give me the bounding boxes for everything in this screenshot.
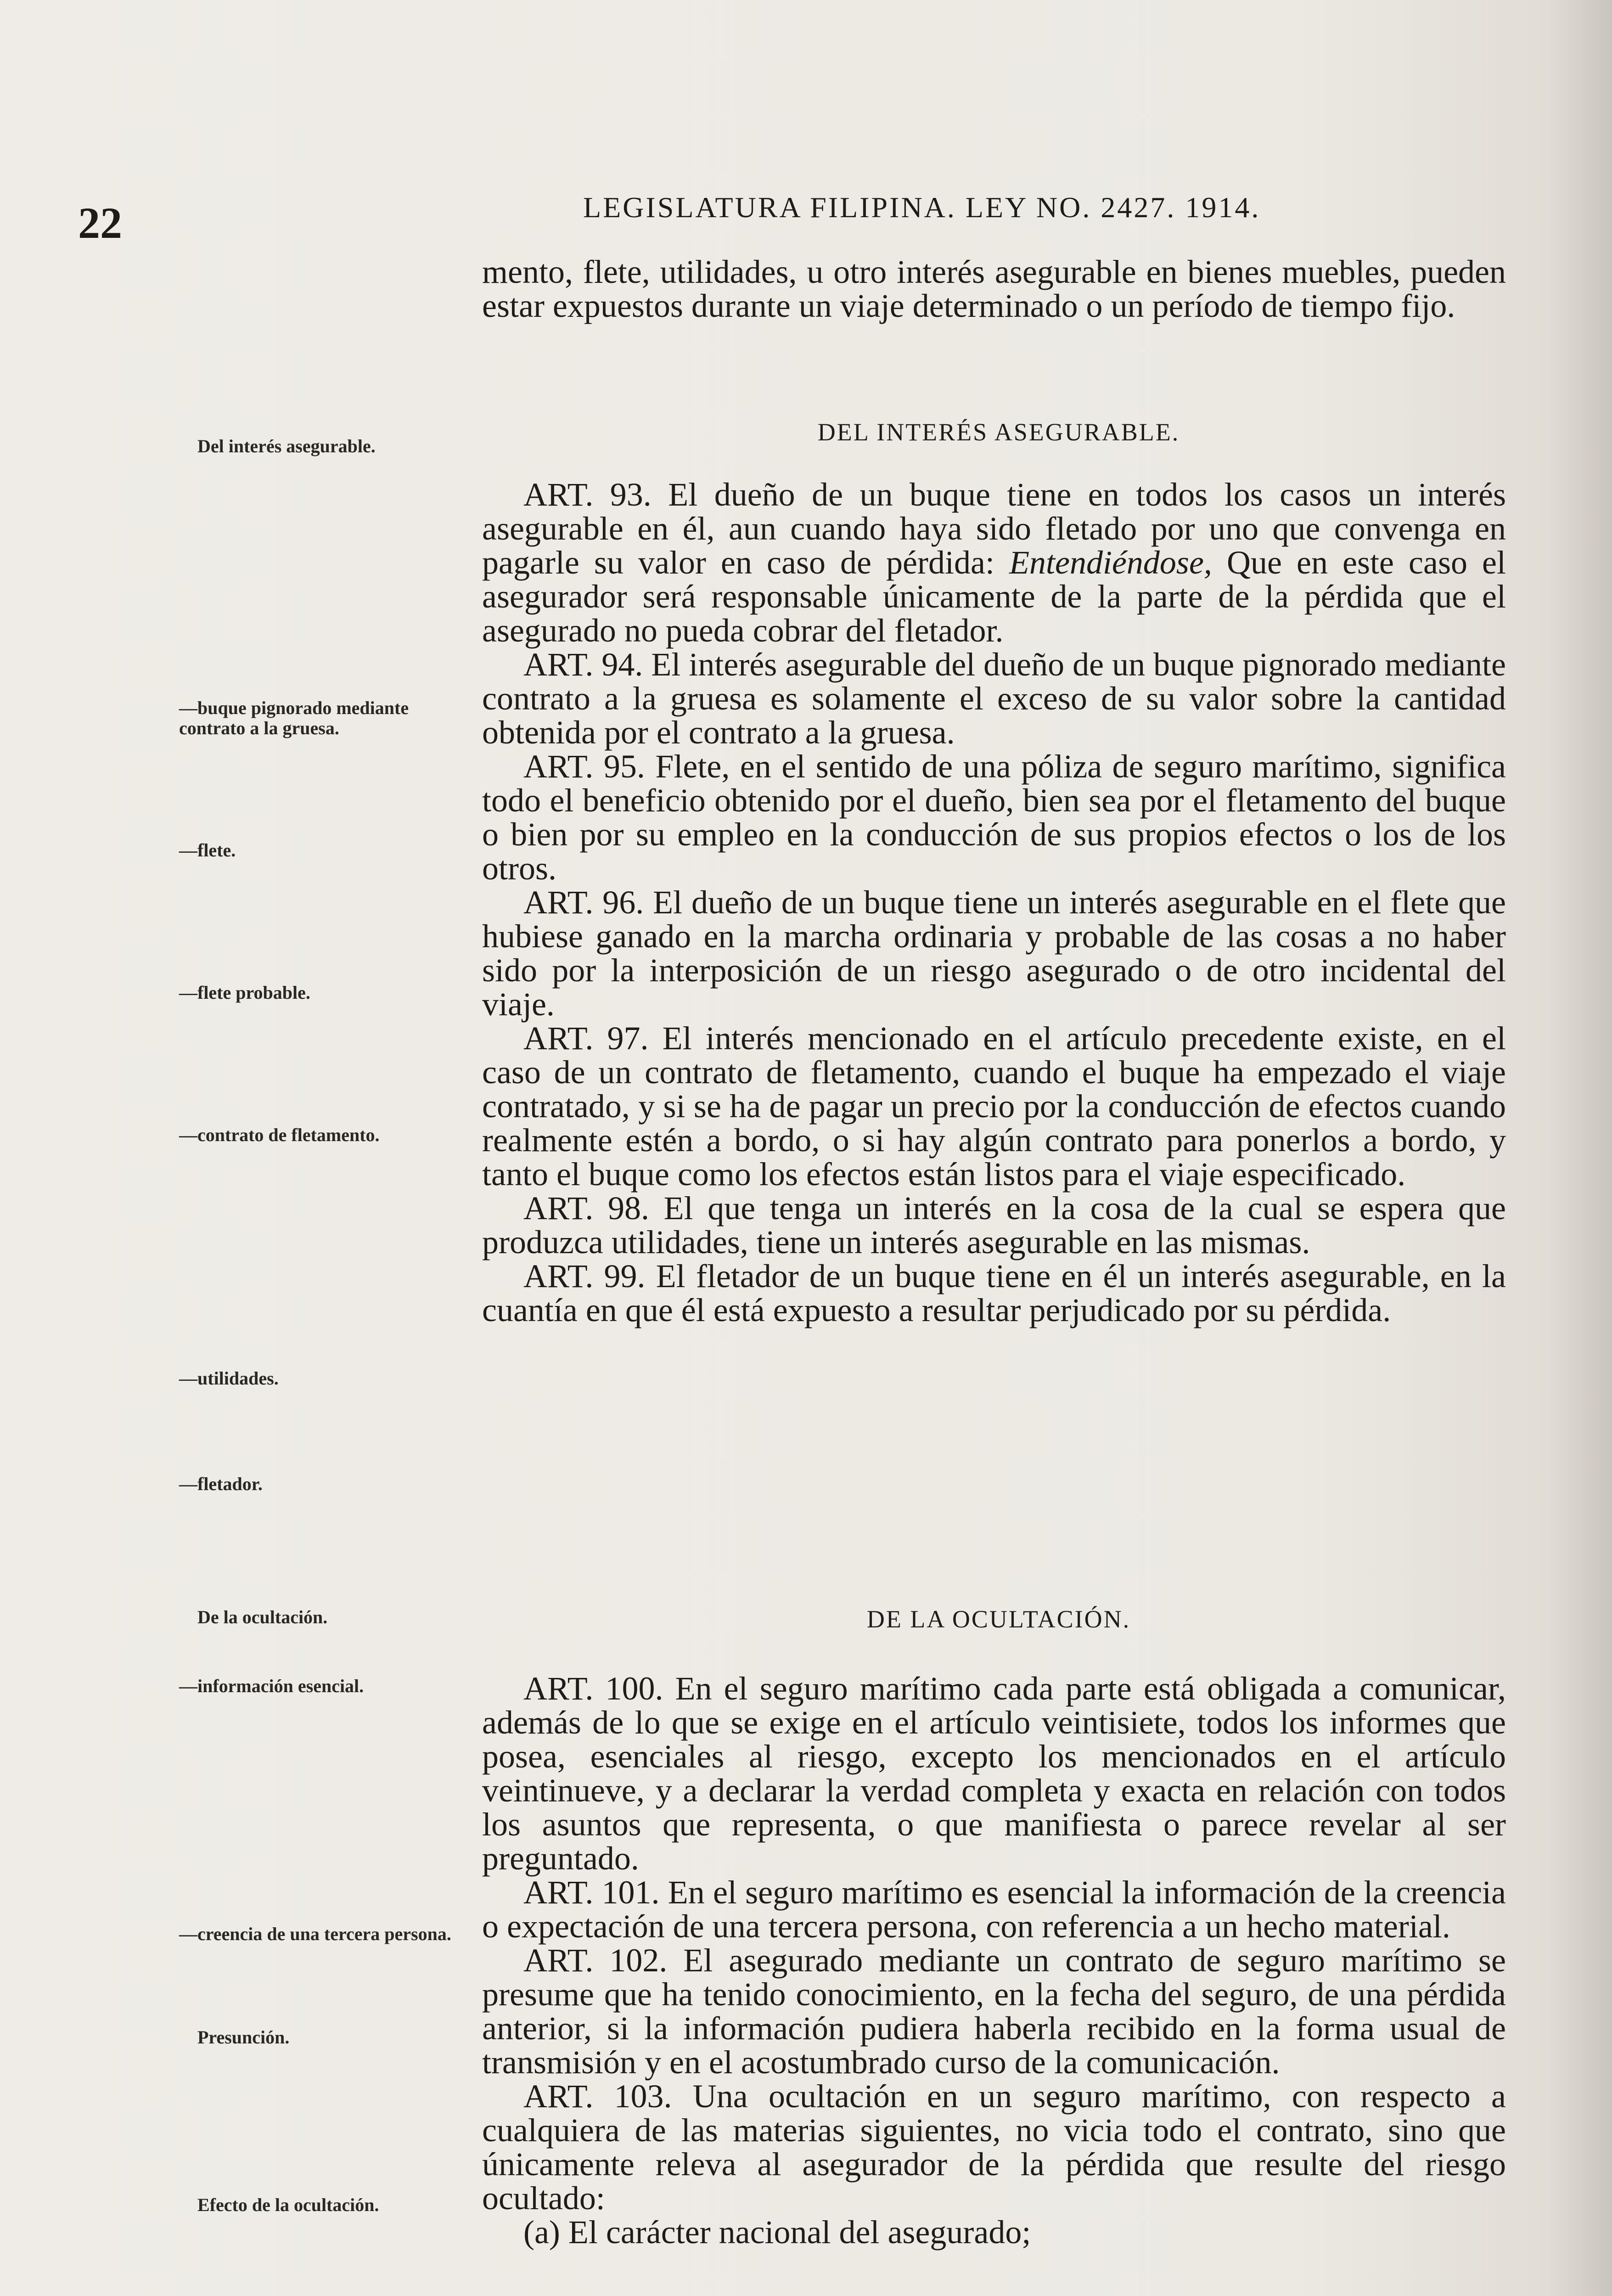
article-text: El dueño de un buque tiene un interés asegurable en el flete que hubiese ganado en la marcha ordinaria y probable de las cosas a no haber sido por la interposición de un riesgo asegurado o de otro incidental del viaje.	[482, 884, 1506, 1023]
article-label: ART. 101.	[523, 1874, 660, 1911]
article-text: El fletador de un buque tiene en él un interés asegurable, en la cuantía en que él está expuesto a resultar perjudicado por su pérdida.	[482, 1258, 1506, 1328]
margin-note: Efecto de la ocultación.	[197, 2195, 379, 2215]
article-text: Flete, en el sentido de una póliza de seguro marítimo, significa todo el beneficio obtenido por el dueño, bien sea por el fletamento del buque o bien por su empleo en la conducción de sus propios efectos o los de los otros.	[482, 748, 1506, 887]
margin-note: —contrato de fletamento.	[179, 1125, 380, 1145]
page-number: 22	[78, 198, 122, 248]
article-96	[482, 885, 1506, 1021]
margin-note: —buque pignorado mediante contrato a la gruesa.	[179, 698, 409, 738]
intro-paragraph	[482, 255, 1506, 323]
section-heading-interes: DEL INTERÉS ASEGURABLE.	[817, 418, 1180, 446]
margin-note: —creencia de una tercera persona.	[179, 1924, 451, 1944]
intro-text: mento, flete, utilidades, u otro interés asegurable en bienes muebles, pueden estar expuestos durante un viaje determinado o un período de tiempo fijo.	[482, 253, 1506, 324]
articles-block-2	[482, 1671, 1506, 2249]
article-label: ART. 95.	[523, 748, 645, 785]
article-text: En el seguro marítimo es esencial la información de la creencia o expectación de una tercera persona, con referencia a un hecho material.	[482, 1874, 1506, 1945]
margin-note: De la ocultación.	[197, 1607, 328, 1627]
running-head: LEGISLATURA FILIPINA. LEY NO. 2427. 1914.	[583, 191, 1261, 224]
article-97	[482, 1021, 1506, 1191]
article-102	[482, 1943, 1506, 2079]
article-label: ART. 98.	[523, 1190, 649, 1227]
articles-block-1	[482, 478, 1506, 1327]
article-95	[482, 749, 1506, 885]
article-text: El interés asegurable del dueño de un buque pignorado mediante contrato a la gruesa es solamente el exceso de su valor sobre la cantidad obtenida por el contrato a la gruesa.	[482, 646, 1506, 751]
margin-note: —flete.	[179, 840, 236, 861]
article-103	[482, 2079, 1506, 2215]
article-text: El que tenga un interés en la cosa de la cual se espera que produzca utilidades, tiene un interés asegurable en las mismas.	[482, 1190, 1506, 1261]
article-label: ART. 94.	[523, 646, 643, 683]
margin-note: Presunción.	[197, 2027, 290, 2048]
margin-note: —fletador.	[179, 1474, 263, 1494]
article-98	[482, 1191, 1506, 1259]
article-label: ART. 100.	[523, 1670, 663, 1707]
article-label: ART. 96.	[523, 884, 644, 921]
margin-note: —flete probable.	[179, 982, 310, 1003]
article-94	[482, 647, 1506, 749]
article-label: ART. 93.	[523, 476, 652, 513]
margin-note: —utilidades.	[179, 1368, 279, 1389]
article-label: ART. 99.	[523, 1258, 646, 1294]
list-item-a: (a) El carácter nacional del asegurado;	[523, 2214, 1031, 2251]
article-label: ART. 102.	[523, 1942, 668, 1979]
article-label: ART. 103.	[523, 2078, 672, 2115]
article-text: El interés mencionado en el artículo precedente existe, en el caso de un contrato de fletamento, cuando el buque ha empezado el viaje contratado, y si se ha de pagar un precio por la conducción de efectos cuando realmente estén a bordo, o si hay algún contrato para ponerlos a bordo, y tanto el buque como los efectos están listos para el viaje especificado.	[482, 1020, 1506, 1193]
article-text: El asegurado mediante un contrato de seguro marítimo se presume que ha tenido conocimiento, en la fecha del seguro, de una pérdida anterior, si la información pudiera haberla recibido en la forma usual de transmisión y en el acostumbrado curso de la comunicación.	[482, 1942, 1506, 2081]
margin-note: Del interés asegurable.	[197, 436, 376, 456]
article-101	[482, 1875, 1506, 1943]
article-text: Una ocultación en un seguro marítimo, con respecto a cualquiera de las materias siguientes, no vicia todo el contrato, sino que únicamente releva al asegurador de la pérdida que resulte del riesgo ocultado:	[482, 2078, 1506, 2217]
article-text: El dueño de un buque tiene en todos los casos un interés asegurable en él, aun cuando haya sido fletado por uno que convenga en pagarle su valor en caso de pérdida:	[482, 476, 1506, 581]
article-label: ART. 97.	[523, 1020, 649, 1057]
article-text-rest: Que en este caso el asegurador será responsable únicamente de la parte de la pérdida que el asegurado no pueda cobrar del fletador.	[482, 544, 1506, 649]
article-italic: Entendiéndose,	[1009, 544, 1212, 581]
article-99	[482, 1259, 1506, 1327]
section-heading-ocultacion: DE LA OCULTACIÓN.	[866, 1605, 1131, 1633]
article-93	[482, 478, 1506, 647]
margin-note: —información esencial.	[179, 1676, 364, 1696]
article-100	[482, 1671, 1506, 1875]
article-text: En el seguro marítimo cada parte está obligada a comunicar, además de lo que se exige en el artículo veintisiete, todos los informes que posea, esenciales al riesgo, excepto los mencionados en el artículo veintinueve, y a declarar la verdad completa y exacta en relación con todos los asuntos que representa, o que manifiesta o parece revelar al ser preguntado.	[482, 1670, 1506, 1877]
